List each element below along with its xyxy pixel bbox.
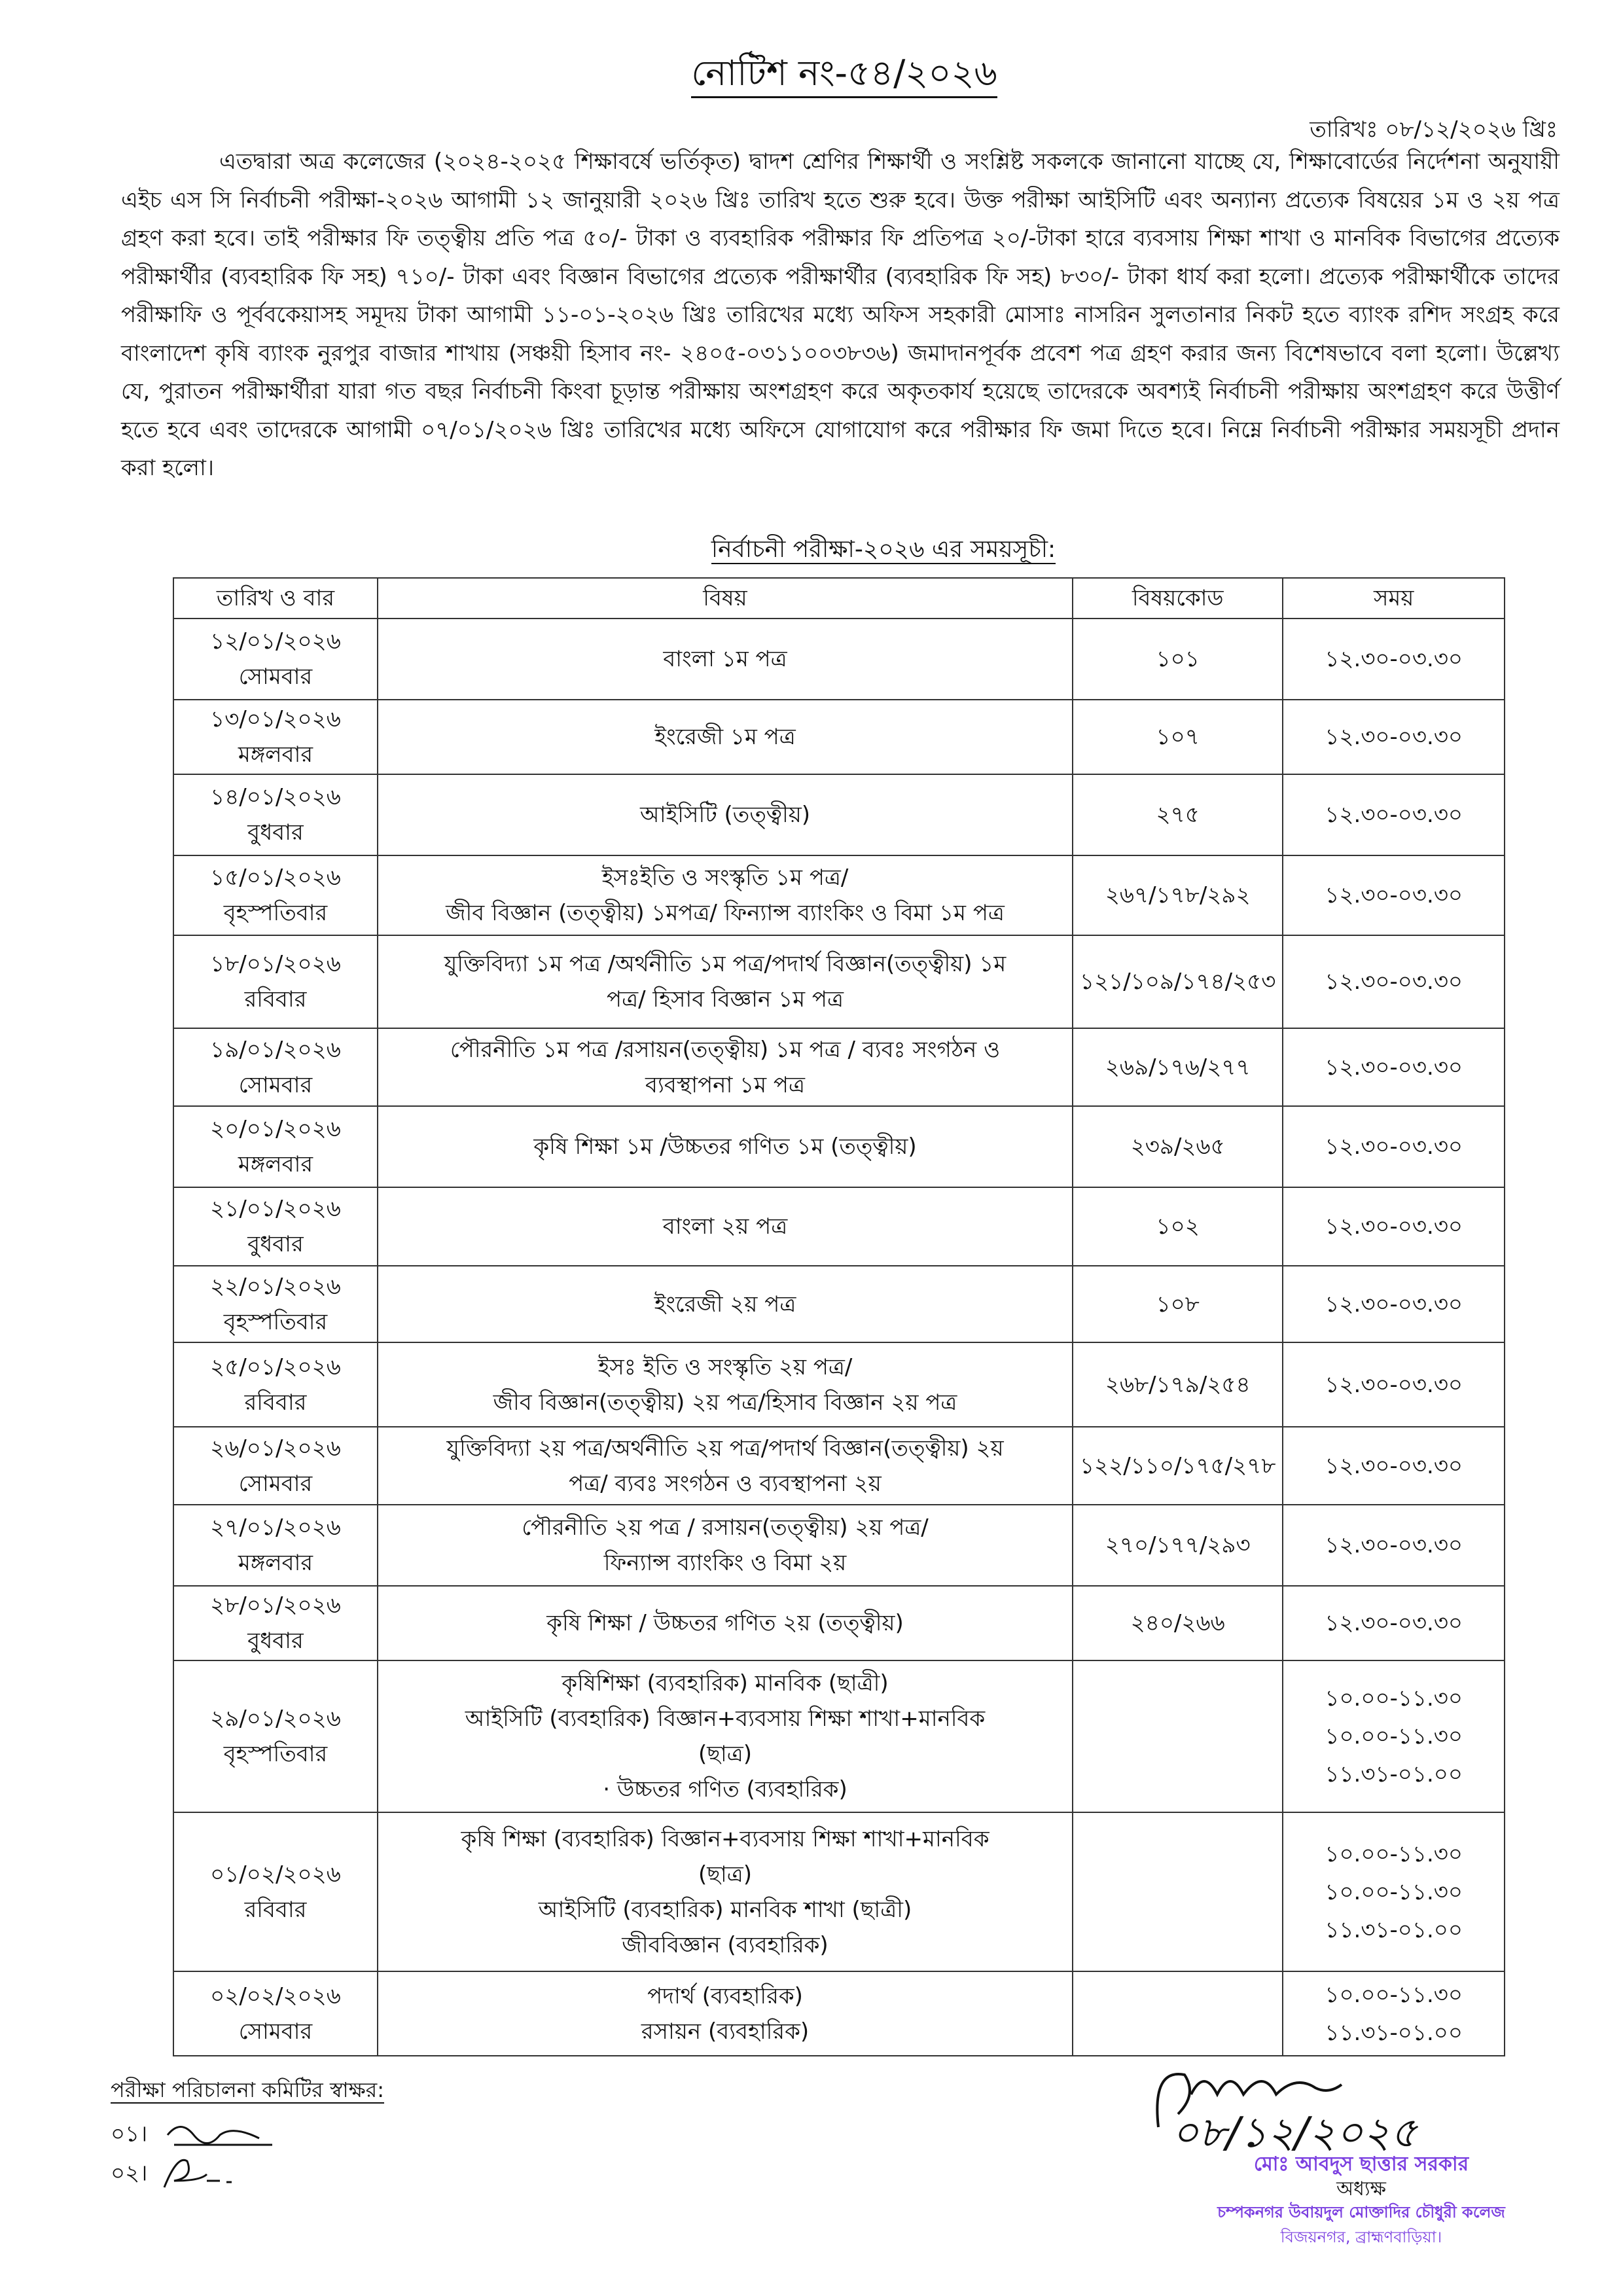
committee-signatures: পরীক্ষা পরিচালনা কমিটির স্বাক্ষর: <box>111 2077 385 2102</box>
cell-time-line: ১১.৩১-০১.০০ <box>1325 2019 1463 2046</box>
cell-subject-line: আইসিটি (তত্ত্বীয়) <box>639 802 811 828</box>
committee-item-2: ০২। <box>111 2155 285 2194</box>
cell-code <box>1073 1812 1283 1971</box>
cell-day: বুধবার <box>247 1231 304 1257</box>
cell-date <box>173 1106 378 1187</box>
cell-day: রবিবার <box>244 1896 307 1923</box>
principal-signature-block <box>1113 2062 1610 2278</box>
table-row <box>173 1586 1505 1660</box>
cell-subject <box>378 1266 1073 1342</box>
cell-date <box>173 774 378 855</box>
table-row <box>173 1505 1505 1586</box>
cell-code: ১২২/১১০/১৭৫/২৭৮ <box>1073 1427 1283 1505</box>
cell-time-line: ১২.৩০-০৩.৩০ <box>1325 802 1463 828</box>
table-row <box>173 1342 1505 1427</box>
cell-date <box>173 1505 378 1586</box>
cell-subject-line: আইসিটি (ব্যবহারিক) মানবিক শাখা (ছাত্রী) <box>538 1896 912 1923</box>
cell-subject-line: কৃষিশিক্ষা (ব্যবহারিক) মানবিক (ছাত্রী) <box>562 1670 889 1696</box>
cell-code: ১০৭ <box>1073 700 1283 774</box>
cell-subject <box>378 855 1073 935</box>
cell-time-line: ১২.৩০-০৩.৩০ <box>1325 969 1463 995</box>
cell-date <box>173 1342 378 1427</box>
header-date: তারিখ ও বার <box>173 578 378 619</box>
cell-time-line: ১২.৩০-০৩.৩০ <box>1325 1054 1463 1081</box>
cell-subject <box>378 1505 1073 1586</box>
cell-time-line: ১২.৩০-০৩.৩০ <box>1325 1213 1463 1240</box>
cell-code <box>1073 1660 1283 1812</box>
signature-1 <box>154 2115 285 2155</box>
cell-subject <box>378 700 1073 774</box>
cell-date: ০১/০২/২০২৬ <box>210 1861 341 1888</box>
cell-subject-line: যুক্তিবিদ্যা ১ম পত্র /অর্থনীতি ১ম পত্র/পদার্থ বিজ্ঞান(তত্ত্বীয়) ১ম <box>444 951 1007 977</box>
cell-time <box>1283 1971 1505 2056</box>
notice-paragraph: এতদ্বারা অত্র কলেজের (২০২৪-২০২৫ শিক্ষাবর্ষে ভর্তিকৃত) দ্বাদশ শ্রেণির শিক্ষার্থী ও সংশ্লিষ্ট সকলকে জানানো যাচ্ছে যে, শিক্ষাবোর্ডের নির্দেশনা অনুযায়ী এইচ এস সি নির্বাচনী পরীক্ষা-২০২৬ আগামী ১২ জানুয়ারী ২০২৬ খ্রিঃ তারিখ হতে শুরু হবে। উক্ত পরীক্ষা আইসিটি এবং অন্যান্য প্রত্যেক বিষয়ের ১ম ও ২য় পত্র গ্রহণ করা হবে। তাই পরীক্ষার ফি তত্ত্বীয় প্রতি পত্র ৫০/- টাকা ও ব্যবহারিক পরীক্ষার ফি প্রতিপত্র ২০/-টাকা হারে ব্যবসায় শিক্ষা শাখা ও মানবিক বিভাগের প্রত্যেক পরীক্ষার্থীর (ব্যবহারিক ফি সহ) ৭১০/- টাকা এবং বিজ্ঞান বিভাগের প্রত্যেক পরীক্ষার্থীর (ব্যবহারিক ফি সহ) ৮৩০/- টাকা ধার্য করা হলো। প্রত্যেক পরীক্ষার্থীকে তাদের পরীক্ষাফি ও পূর্ববকেয়াসহ সমূদয় টাকা আগামী ১১-০১-২০২৬ খ্রিঃ তারিখের মধ্যে অফিস সহকারী মোসাঃ নাসরিন সুলতানার নিকট হতে ব্যাংক রশিদ সংগ্রহ করে বাংলাদেশ কৃষি ব্যাংক নুরপুর বাজার শাখায় (সঞ্চয়ী হিসাব নং- ২৪০৫-০৩১১০০৩৮৩৬) জমাদানপূর্বক প্রবেশ পত্র গ্রহণ করার জন্য বিশেষভাবে বলা হলো। উল্লেখ্য যে, পুরাতন পরীক্ষার্থীরা যারা গত বছর নির্বাচনী কিংবা চূড়ান্ত পরীক্ষায় অংশগ্রহণ করে অকৃতকার্য হয়েছে তাদেরকে অবশ্যই নির্বাচনী পরীক্ষায় অংশগ্রহণ করে উত্তীর্ণ হতে হবে এবং তাদেরকে আগামী ০৭/০১/২০২৬ খ্রিঃ তারিখের মধ্যে অফিসে যোগাযোগ করে পরীক্ষার ফি জমা দিতে হবে। নিম্নে নির্বাচনী পরীক্ষার সময়সূচী প্রদান করা হলো। <box>121 149 1560 481</box>
cell-time <box>1283 1266 1505 1342</box>
table-row <box>173 619 1505 700</box>
cell-subject-line: ফিন্যান্স ব্যাংকিং ও বিমা ২য় <box>603 1550 847 1576</box>
cell-subject-line: জীব বিজ্ঞান (তত্ত্বীয়) ১মপত্র/ ফিন্যান্স ব্যাংকিং ও বিমা ১ম পত্র <box>446 900 1005 926</box>
cell-subject-line: জীব বিজ্ঞান(তত্ত্বীয়) ২য় পত্র/হিসাব বিজ্ঞান ২য় পত্র <box>493 1389 957 1416</box>
cell-subject-line: পদার্থ (ব্যবহারিক) <box>647 1982 803 2009</box>
cell-date: ২৭/০১/২০২৬ <box>210 1515 341 1541</box>
notice-body <box>121 143 1560 488</box>
cell-day: রবিবার <box>244 986 307 1013</box>
cell-code: ১০৮ <box>1073 1266 1283 1342</box>
cell-code <box>1073 1971 1283 2056</box>
cell-code: ১০১ <box>1073 619 1283 700</box>
cell-subject <box>378 1586 1073 1660</box>
cell-subject <box>378 1187 1073 1266</box>
cell-subject-line: কৃষি শিক্ষা / উচ্চতর গণিত ২য় (তত্ত্বীয়) <box>546 1610 904 1636</box>
table-row <box>173 1266 1505 1342</box>
cell-time <box>1283 1187 1505 1266</box>
cell-time-line: ১১.৩১-০১.০০ <box>1325 1916 1463 1943</box>
cell-day: সোমবার <box>238 2018 313 2045</box>
cell-code: ২৪০/২৬৬ <box>1073 1586 1283 1660</box>
cell-subject-line: (ছাত্র) <box>698 1741 752 1767</box>
cell-subject-line: রসায়ন (ব্যবহারিক) <box>641 2018 810 2045</box>
cell-subject <box>378 1106 1073 1187</box>
cell-subject-line: ইংরেজী ২য় পত্র <box>654 1291 796 1318</box>
cell-date <box>173 935 378 1028</box>
table-row <box>173 774 1505 855</box>
cell-time <box>1283 1342 1505 1427</box>
cell-subject-line: বাংলা ১ম পত্র <box>663 646 787 672</box>
cell-date <box>173 1660 378 1812</box>
cell-code: ২৭৫ <box>1073 774 1283 855</box>
cell-subject-line: আইসিটি (ব্যবহারিক) বিজ্ঞান+ব্যবসায় শিক্ষা শাখা+মানবিক <box>465 1706 986 1732</box>
cell-subject <box>378 1342 1073 1427</box>
cell-subject <box>378 619 1073 700</box>
header-code: বিষয়কোড <box>1073 578 1283 619</box>
cell-time <box>1283 774 1505 855</box>
cell-time <box>1283 1028 1505 1106</box>
cell-subject-line: (ছাত্র) <box>698 1861 752 1888</box>
cell-time-line: ১০.০০-১১.৩০ <box>1325 1685 1463 1712</box>
cell-time-line: ১০.০০-১১.৩০ <box>1325 1878 1463 1905</box>
cell-code: ২৬৯/১৭৬/২৭৭ <box>1073 1028 1283 1106</box>
cell-subject-line: যুক্তিবিদ্যা ২য় পত্র/অর্থনীতি ২য় পত্র/পদার্থ বিজ্ঞান(তত্ত্বীয়) ২য় <box>446 1435 1004 1462</box>
cell-subject-line: ইংরেজী ১ম পত্র <box>654 724 796 750</box>
cell-day: বৃহস্পতিবার <box>223 900 328 926</box>
cell-day: মঙ্গলবার <box>238 1151 313 1177</box>
cell-subject <box>378 1971 1073 2056</box>
table-header-row <box>173 578 1505 619</box>
notice-title: নোটিশ নং-৫৪/২০২৬ <box>0 46 1623 105</box>
cell-subject <box>378 1427 1073 1505</box>
cell-day: সোমবার <box>238 1470 313 1497</box>
cell-time-line: ১০.০০-১১.৩০ <box>1325 1723 1463 1749</box>
cell-time <box>1283 1505 1505 1586</box>
cell-date: ২০/০১/২০২৬ <box>210 1116 341 1142</box>
cell-subject <box>378 1812 1073 1971</box>
cell-date <box>173 1028 378 1106</box>
cell-time <box>1283 700 1505 774</box>
cell-subject-line: · উচ্চতর গণিত (ব্যবহারিক) <box>603 1776 847 1803</box>
cell-time <box>1283 1427 1505 1505</box>
cell-date: ১৮/০১/২০২৬ <box>210 951 341 977</box>
table-row <box>173 855 1505 935</box>
cell-time-line: ১২.৩০-০৩.৩০ <box>1325 1532 1463 1558</box>
cell-date: ২১/০১/২০২৬ <box>210 1196 341 1222</box>
table-row <box>173 1187 1505 1266</box>
schedule-table <box>173 577 1505 2056</box>
stamp-address: বিজয়নগর, ব্রাহ্মণবাড়িয়া। <box>1280 2228 1442 2246</box>
cell-day: বুধবার <box>247 819 304 846</box>
cell-day: মঙ্গলবার <box>238 742 313 768</box>
cell-subject-line: কৃষি শিক্ষা (ব্যবহারিক) বিজ্ঞান+ব্যবসায় শিক্ষা শাখা+মানবিক <box>461 1825 990 1852</box>
cell-date: ১৫/০১/২০২৬ <box>210 865 341 891</box>
cell-time <box>1283 1106 1505 1187</box>
cell-time-line: ১০.০০-১১.৩০ <box>1325 1981 1463 2008</box>
header-time: সময় <box>1283 578 1505 619</box>
cell-day: বৃহস্পতিবার <box>223 1741 328 1767</box>
cell-code: ২৩৯/২৬৫ <box>1073 1106 1283 1187</box>
cell-date <box>173 1971 378 2056</box>
cell-subject <box>378 1660 1073 1812</box>
cell-day: মঙ্গলবার <box>238 1550 313 1576</box>
table-row <box>173 1427 1505 1505</box>
cell-day: বৃহস্পতিবার <box>223 1308 328 1335</box>
cell-time <box>1283 1812 1505 1971</box>
cell-subject-line: ইসঃইতি ও সংস্কৃতি ১ম পত্র/ <box>601 865 849 891</box>
table-row <box>173 1812 1505 1971</box>
cell-time-line: ১২.৩০-০৩.৩০ <box>1325 1134 1463 1160</box>
cell-date <box>173 1187 378 1266</box>
cell-date <box>173 855 378 935</box>
cell-date: ১৩/০১/২০২৬ <box>210 706 341 732</box>
cell-code: ২৭০/১৭৭/২৯৩ <box>1073 1505 1283 1586</box>
cell-date: ২৯/০১/২০২৬ <box>210 1706 341 1732</box>
cell-subject-line: পত্র/ ব্যবঃ সংগঠন ও ব্যবস্থাপনা ২য় <box>569 1470 882 1497</box>
cell-time-line: ১২.৩০-০৩.৩০ <box>1325 1610 1463 1636</box>
principal-designation: অধ্যক্ষ <box>1336 2178 1386 2200</box>
cell-date <box>173 1586 378 1660</box>
cell-code: ১২১/১০৯/১৭৪/২৫৩ <box>1073 935 1283 1028</box>
cell-code: ২৬৭/১৭৮/২৯২ <box>1073 855 1283 935</box>
cell-time <box>1283 935 1505 1028</box>
schedule-title: নির্বাচনী পরীক্ষা-২০২৬ এর সময়সূচী: <box>711 536 1056 563</box>
cell-time-line: ১০.০০-১১.৩০ <box>1325 1840 1463 1867</box>
table-row <box>173 935 1505 1028</box>
cell-time-line: ১২.৩০-০৩.৩০ <box>1325 1291 1463 1318</box>
cell-day: রবিবার <box>244 1389 307 1416</box>
cell-date <box>173 1427 378 1505</box>
cell-subject-line: পৌরনীতি ২য় পত্র / রসায়ন(তত্ত্বীয়) ২য় পত্র/ <box>522 1515 929 1541</box>
principal-signature-date: ০৮/১২/২০২৫ <box>1171 2109 1418 2157</box>
cell-subject-line: পৌরনীতি ১ম পত্র /রসায়ন(তত্ত্বীয়) ১ম পত্র / ব্যবঃ সংগঠন ও <box>450 1036 1001 1063</box>
cell-date: ০২/০২/২০২৬ <box>210 1982 341 2009</box>
table-row <box>173 700 1505 774</box>
cell-time <box>1283 1586 1505 1660</box>
table-row <box>173 1028 1505 1106</box>
cell-date <box>173 619 378 700</box>
cell-subject-line: পত্র/ হিসাব বিজ্ঞান ১ম পত্র <box>607 986 844 1013</box>
cell-date: ১৯/০১/২০২৬ <box>210 1036 341 1063</box>
table-row <box>173 1106 1505 1187</box>
cell-date: ২৬/০১/২০২৬ <box>210 1435 341 1462</box>
cell-date <box>173 1266 378 1342</box>
table-row <box>173 1971 1505 2056</box>
cell-time-line: ১২.৩০-০৩.৩০ <box>1325 1452 1463 1479</box>
cell-time <box>1283 855 1505 935</box>
header-subject: বিষয় <box>378 578 1073 619</box>
stamp-college: চম্পকনগর উবায়দুল মোক্তাদির চৌধুরী কলেজ <box>1217 2203 1505 2221</box>
stamp-name: মোঃ আবদুস ছাত্তার সরকার <box>1253 2153 1469 2176</box>
cell-time-line: ১২.৩০-০৩.৩০ <box>1325 1371 1463 1398</box>
committee-item-1: ০১। <box>111 2115 285 2155</box>
cell-date: ১২/০১/২০২৬ <box>210 628 341 655</box>
cell-day: সোমবার <box>238 664 313 690</box>
cell-subject <box>378 1028 1073 1106</box>
cell-day: সোমবার <box>238 1071 313 1098</box>
cell-subject-line: ব্যবস্থাপনা ১ম পত্র <box>645 1071 805 1098</box>
cell-date: ২৫/০১/২০২৬ <box>210 1354 341 1380</box>
cell-date <box>173 1812 378 1971</box>
cell-time-line: ১১.৩১-০১.০০ <box>1325 1761 1463 1787</box>
cell-subject-line: কৃষি শিক্ষা ১ম /উচ্চতর গণিত ১ম (তত্ত্বীয়) <box>533 1134 917 1160</box>
cell-subject-line: জীববিজ্ঞান (ব্যবহারিক) <box>622 1931 829 1958</box>
cell-date: ২৮/০১/২০২৬ <box>210 1592 341 1619</box>
cell-time <box>1283 619 1505 700</box>
cell-time <box>1283 1660 1505 1812</box>
table-row <box>173 1660 1505 1812</box>
cell-time-line: ১২.৩০-০৩.৩০ <box>1325 882 1463 908</box>
cell-date: ২২/০১/২০২৬ <box>210 1273 341 1300</box>
cell-subject-line: বাংলা ২য় পত্র <box>662 1213 788 1240</box>
cell-subject-line: ইসঃ ইতি ও সংস্কৃতি ২য় পত্র/ <box>597 1354 853 1380</box>
cell-date <box>173 700 378 774</box>
notice-date: তারিখঃ ০৮/১২/২০২৬ খ্রিঃ <box>1310 117 1558 143</box>
cell-date: ১৪/০১/২০২৬ <box>210 784 341 810</box>
cell-day: বুধবার <box>247 1628 304 1654</box>
cell-subject <box>378 774 1073 855</box>
cell-code: ১০২ <box>1073 1187 1283 1266</box>
cell-time-line: ১২.৩০-০৩.৩০ <box>1325 646 1463 672</box>
cell-time-line: ১২.৩০-০৩.৩০ <box>1325 724 1463 750</box>
signature-2 <box>154 2155 285 2194</box>
cell-code: ২৬৮/১৭৯/২৫৪ <box>1073 1342 1283 1427</box>
cell-subject <box>378 935 1073 1028</box>
